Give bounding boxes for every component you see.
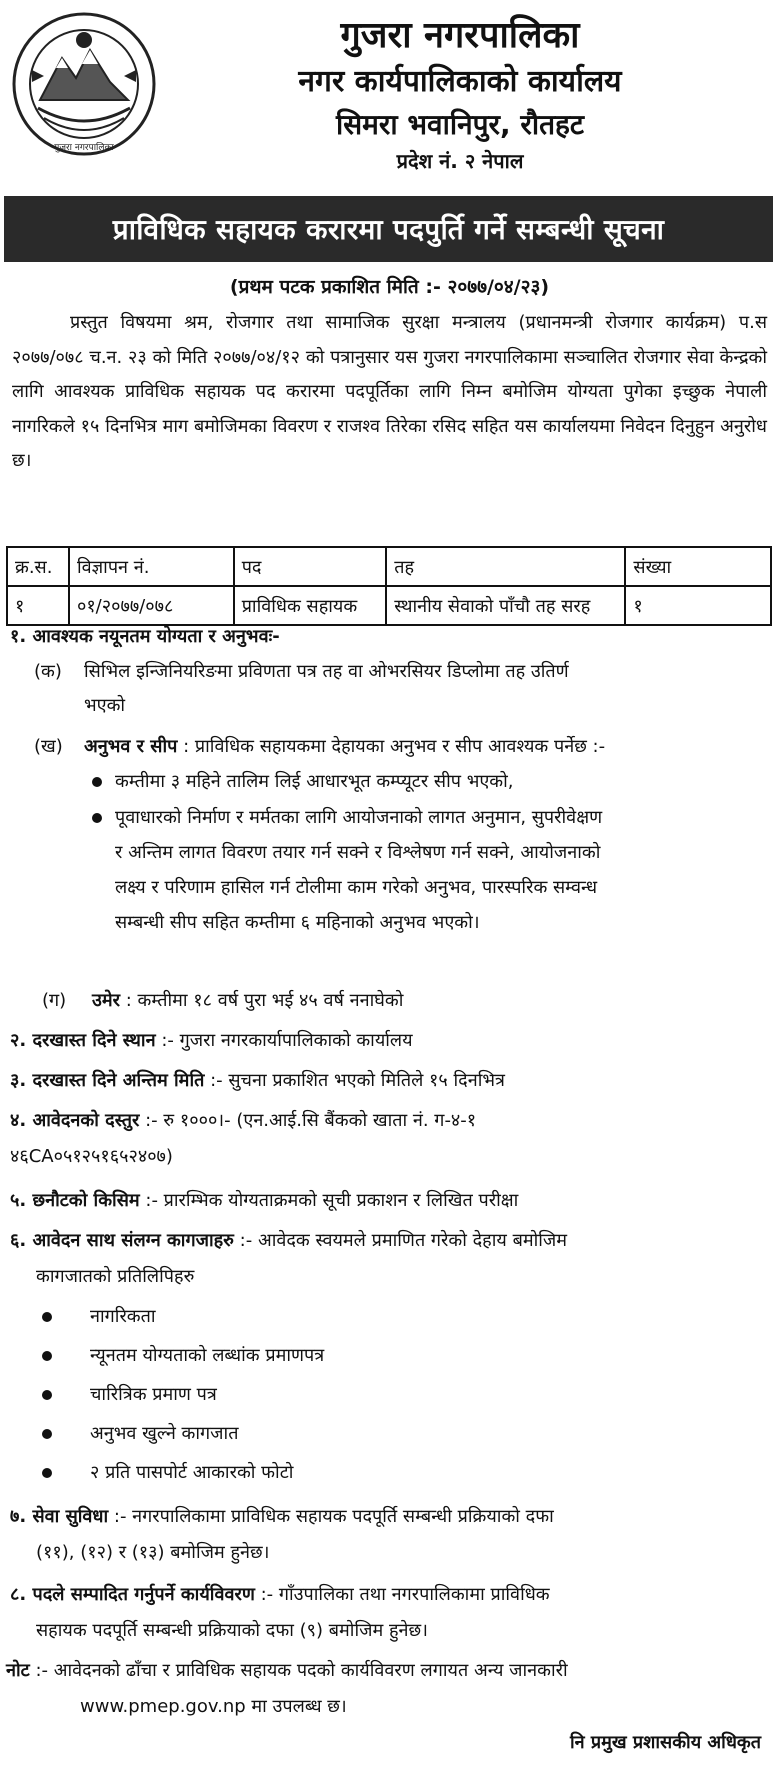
section-6-label: ६. आवेदन साथ संलग्न कागजाहरु [10, 1230, 234, 1251]
table-cell: प्राविधिक सहायक [234, 586, 387, 625]
office-address: सिमरा भवानिपुर, रौतहट [335, 108, 585, 141]
table-cell: स्थानीय सेवाको पाँचौ तह सरह [386, 586, 625, 625]
section-8 [10, 1578, 550, 1612]
signature-title: नि प्रमुख प्रशासकीय अधिकृत [570, 1732, 761, 1753]
section-1-heading: १. आवश्यक नयूनतम योग्यता र अनुभवः- [10, 626, 280, 647]
municipality-emblem-icon [10, 10, 158, 158]
item-kha-text: : प्राविधिक सहायकमा देहायका अनुभव र सीप आवश्यक पर्नेछ :- [183, 736, 606, 757]
table-header-row [7, 547, 771, 586]
emblem-caption: गुजरा नगरपालिका [54, 143, 114, 153]
note-text-2: मा उपलब्ध छ। [251, 1696, 347, 1717]
document-item: नागरिकता [90, 1306, 156, 1327]
intro-paragraph: प्रस्तुत विषयमा श्रम, रोजगार तथा सामाजिक सुरक्षा मन्त्रालय (प्रधानमन्त्री रोजगार कार्यक्रम) प.स २०७७/०७८ च.न. २३ को मिति २०७७/०४/१२ को पत्रानुसार यस गुजरा नगरपालिकामा सञ्चालित रोजगार सेवा केन्द्रको लागि आवश्यक प्राविधिक सहायक पद करारमा पदपूर्तिका लागि निम्न बमोजिम योग्यता पुगेका इच्छुक नेपाली नागरिकले १५ दिनभित्र माग बमोजिमका विवरण र राजश्व तिरेका रसिद सहित यस कार्यालयमा निवेदन दिनुहुन अनुरोध छ। [12, 312, 767, 471]
section-2 [10, 1024, 413, 1058]
section-6 [10, 1224, 567, 1258]
item-kha [84, 730, 605, 764]
section-7-label: ७. सेवा सुविधा [10, 1506, 109, 1527]
office-subtitle: नगर कार्यपालिकाको कार्यालय [298, 64, 622, 99]
bullet-icon [42, 1468, 52, 1478]
section-4-label: ४. आवेदनको दस्तुर [10, 1110, 140, 1131]
section-4-account: ४६CA०५१२५१६५२४०७) [10, 1146, 173, 1167]
section-7 [10, 1500, 554, 1534]
item-ga [92, 984, 403, 1018]
bullet-icon [42, 1429, 52, 1439]
office-name: गुजरा नगरपालिका [340, 15, 580, 56]
table-header-cell: क्र.स. [7, 547, 69, 586]
skill-bullet-2-line-3: लक्ष्य र परिणाम हासिल गर्न टोलीमा काम गरेको अनुभव, पारस्परिक सम्वन्ध [115, 877, 598, 898]
skill-bullet-2-line-4: सम्बन्धी सीप सहित कम्तीमा ६ महिनाको अनुभव भएको। [115, 912, 480, 933]
section-6-text: :- आवेदक स्वयमले प्रमाणित गरेको देहाय बमोजिम [239, 1230, 568, 1251]
item-ka-line-1: सिभिल इन्जिनियरिङमा प्रविणता पत्र तह वा ओभरसियर डिप्लोमा तह उतिर्ण [84, 661, 569, 682]
table-cell: १ [625, 586, 771, 625]
item-ka-mark: (क) [34, 661, 62, 682]
section-3-label: ३. दरखास्त दिने अन्तिम मिति [10, 1070, 205, 1091]
section-7-text: :- नगरपालिकामा प्राविधिक सहायक पदपूर्ति सम्बन्धी प्रक्रियाको दफा [113, 1506, 554, 1527]
office-heading [180, 12, 740, 176]
section-8-text-2: सहायक पदपूर्ति सम्बन्धी प्रक्रियाको दफा (९) बमोजिम हुनेछ। [36, 1620, 428, 1641]
table-cell: १ [7, 586, 69, 625]
document-item: चारित्रिक प्रमाण पत्र [90, 1384, 217, 1405]
section-2-label: २. दरखास्त दिने स्थान [10, 1030, 156, 1051]
document-item: न्यूनतम योग्यताको लब्धांक प्रमाणपत्र [90, 1345, 325, 1366]
table-header-cell: तह [386, 547, 625, 586]
skill-bullet-2-line-2: र अन्तिम लागत विवरण तयार गर्न सक्ने र विश्लेषण गर्न सक्ने, आयोजनाको [115, 842, 601, 863]
section-6-text-2: कागजातको प्रतिलिपिहरु [36, 1266, 195, 1287]
item-ga-text: : कम्तीमा १८ वर्ष पुरा भई ४५ वर्ष ननाघेको [125, 990, 404, 1011]
section-8-label: ८. पदले सम्पादित गर्नुपर्ने कार्यविवरण [10, 1584, 255, 1605]
item-ga-label: उमेर [92, 990, 120, 1011]
table-header-cell: विज्ञापन नं. [69, 547, 234, 586]
note-label: नोट [6, 1660, 30, 1681]
office-province: प्रदेश नं. २ नेपाल [396, 149, 524, 173]
skill-bullet-2-line-1: पूवाधारको निर्माण र मर्मतका लागि आयोजनाको लागत अनुमान, सुपरीवेक्षण [115, 807, 603, 828]
item-ka-line-2: भएको [84, 695, 126, 716]
table-header-cell: संख्या [625, 547, 771, 586]
document-item: २ प्रति पासपोर्ट आकारको फोटो [90, 1462, 294, 1483]
note-url-link[interactable]: www.pmep.gov.np [80, 1696, 246, 1717]
bullet-icon [42, 1351, 52, 1361]
notice-title-banner: प्राविधिक सहायक करारमा पदपुर्ति गर्ने सम्बन्धी सूचना [4, 196, 773, 262]
bullet-icon [42, 1390, 52, 1400]
section-5-text: :- प्रारम्भिक योग्यताक्रमको सूची प्रकाशन र लिखित परीक्षा [145, 1190, 519, 1211]
section-5-label: ५. छनौटको किसिम [10, 1190, 140, 1211]
publish-date: (प्रथम पटक प्रकाशित मिति :- २०७७/०४/२३) [229, 276, 550, 298]
section-3 [10, 1064, 505, 1098]
item-kha-mark: (ख) [34, 736, 63, 757]
section-2-text: :- गुजरा नगरकार्यापालिकाको कार्यालय [161, 1030, 413, 1051]
item-kha-label: अनुभव र सीप [84, 736, 178, 757]
item-ga-mark: (ग) [42, 990, 67, 1011]
section-4-text: :- रु १०००।- (एन.आई.सि बैंकको खाता नं. ग-४-१ [145, 1110, 477, 1131]
section-3-text: :- सुचना प्रकाशित भएको मितिले १५ दिनभित्र [210, 1070, 505, 1091]
section-7-text-2: (११), (१२) र (१३) बमोजिम हुनेछ। [36, 1542, 270, 1563]
bullet-icon [92, 813, 102, 823]
vacancy-table [6, 546, 772, 626]
section-8-text: :- गाँउपालिका तथा नगरपालिकामा प्राविधिक [260, 1584, 550, 1605]
table-cell: ०१/२०७७/०७८ [69, 586, 234, 625]
note-text: :- आवेदनको ढाँचा र प्राविधिक सहायक पदको कार्यविवरण लगायत अन्य जानकारी [35, 1660, 568, 1681]
letterhead [0, 0, 779, 196]
bullet-icon [42, 1312, 52, 1322]
skill-bullet-1: कम्तीमा ३ महिने तालिम लिई आधारभूत कम्प्यूटर सीप भएको, [115, 771, 514, 792]
document-item: अनुभव खुल्ने कागजात [90, 1423, 239, 1444]
table-header-cell: पद [234, 547, 387, 586]
note-line-2 [80, 1690, 347, 1724]
section-4 [10, 1104, 476, 1138]
note [6, 1654, 568, 1688]
section-5 [10, 1184, 518, 1218]
bullet-icon [92, 777, 102, 787]
